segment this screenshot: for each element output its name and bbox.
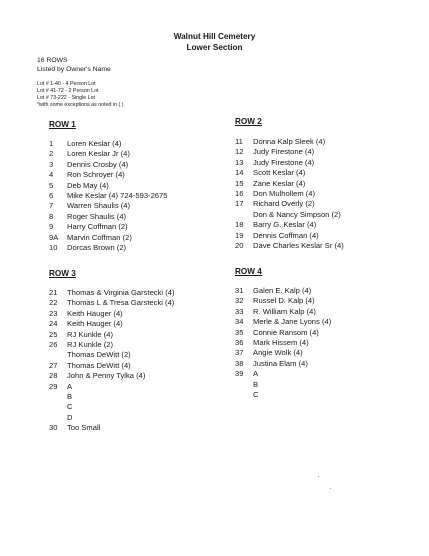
lot-number: 3 [49, 159, 54, 169]
lot-number: 21 [49, 288, 58, 297]
lot-entry [49, 361, 229, 371]
lot-number: 27 [49, 360, 58, 370]
lot-entry [49, 233, 224, 243]
owner-name: Keith Hauger (4) [67, 308, 123, 318]
document-title: Walnut Hill Cemetery [173, 32, 256, 41]
lot-entry [235, 369, 415, 379]
lot-number: 1 [49, 139, 54, 148]
lot-note: *with some exceptions as noted in ( ) [37, 102, 124, 108]
owner-name: Angie Wolk (4) [253, 348, 303, 358]
owner-name: A [253, 369, 259, 379]
owner-name: Don & Nancy Simpson (2) [253, 209, 341, 219]
lot-entry [235, 328, 415, 338]
lot-entry [235, 210, 415, 220]
row-4-list [235, 286, 415, 400]
lot-number: 12 [235, 147, 244, 157]
lot-entry [49, 149, 224, 159]
lot-entry [49, 212, 224, 222]
lot-number: 18 [235, 220, 244, 230]
owner-name: Keith Hauger (4) [67, 319, 123, 329]
lot-number: 36 [235, 337, 244, 347]
lot-number: 30 [49, 423, 58, 433]
lot-entry [49, 330, 229, 340]
lot-number: 19 [235, 230, 244, 240]
lot-number [235, 210, 253, 220]
lot-number: 38 [235, 358, 244, 368]
lot-number: 10 [49, 242, 58, 252]
lot-number [49, 350, 67, 360]
lot-entry [235, 137, 415, 147]
owner-name: D [67, 412, 73, 422]
lot-entry [235, 241, 415, 251]
lot-entry [235, 317, 415, 327]
lot-entry [235, 199, 415, 209]
owner-name: Merle & Jane Lyons (4) [253, 317, 332, 327]
lot-number [49, 413, 67, 423]
lot-entry [49, 423, 229, 433]
owner-name: C [253, 389, 259, 399]
lot-entry [235, 390, 415, 400]
lot-number: 9A [49, 232, 59, 242]
owner-name: Dennis Coffman (4) [253, 230, 319, 240]
owner-name: Loren Keslar (4) [67, 139, 122, 148]
lot-entry [235, 189, 415, 199]
lot-number: 31 [235, 286, 244, 295]
lot-entry [235, 158, 415, 168]
owner-name: B [67, 391, 73, 401]
owner-name: Roger Shaulis (4) [67, 211, 127, 221]
lot-entry [49, 382, 229, 392]
lot-number: 20 [235, 240, 244, 250]
owner-name: A [67, 381, 73, 391]
lot-number: 24 [49, 319, 58, 329]
lot-number: 26 [49, 339, 58, 349]
lot-entry [49, 392, 229, 402]
owner-name: Dorcas Brown (2) [67, 242, 127, 252]
lot-number: 13 [235, 157, 244, 167]
lot-entry [235, 359, 415, 369]
row-3-heading: ROW 3 [49, 269, 76, 278]
lot-entry [49, 298, 229, 308]
owner-name: Judy Firestone (4) [253, 147, 315, 157]
lot-entry [235, 220, 415, 230]
lot-entry [49, 288, 229, 298]
lot-entry [235, 286, 415, 296]
lot-entry [235, 338, 415, 348]
lot-entry [235, 307, 415, 317]
lot-number: 32 [235, 296, 244, 306]
owner-name: Harry Coffman (2) [67, 222, 128, 232]
lot-entry [235, 168, 415, 178]
owner-name: R. William Kalp (4) [253, 306, 316, 316]
owner-name: Russel D. Kalp (4) [253, 296, 315, 306]
lot-entry [49, 139, 224, 149]
owner-name: Thomas DeWitt (4) [67, 360, 131, 370]
scan-speck [318, 476, 319, 477]
lot-number: 35 [235, 327, 244, 337]
owner-name: Richard Overly (2) [253, 199, 315, 209]
owner-name: Scott Keslar (4) [253, 168, 306, 178]
row-3-list [49, 288, 229, 433]
owner-name: Donna Kalp Sleek (4) [253, 137, 326, 146]
owner-name: RJ Kunkle (2) [67, 339, 114, 349]
owner-name: Connie Ransom (4) [253, 327, 319, 337]
row-2-list [235, 137, 415, 251]
lot-number: 9 [49, 222, 54, 232]
lot-entry [49, 371, 229, 381]
row-1-heading: ROW 1 [49, 120, 76, 129]
lot-number: 11 [235, 137, 243, 146]
lot-number: 39 [235, 369, 244, 379]
owner-name: Mark Hissem (4) [253, 337, 309, 347]
document-subtitle: Lower Section [186, 43, 243, 52]
lot-number: 6 [49, 190, 54, 200]
owner-name: Judy Firestone (4) [253, 157, 315, 167]
lot-number: 14 [235, 168, 244, 178]
owner-name: Thomas DeWitt (2) [67, 350, 131, 360]
lot-number [235, 390, 253, 400]
row-4-heading: ROW 4 [235, 267, 262, 276]
lot-number [49, 392, 67, 402]
lot-entry [235, 380, 415, 390]
lot-number: 23 [49, 308, 58, 318]
owner-name: Don Mulhollem (4) [253, 188, 316, 198]
lot-entry [49, 413, 229, 423]
owner-name: Dennis Crosby (4) [67, 159, 129, 169]
lot-number: 17 [235, 199, 244, 209]
owner-name: Justina Elam (4) [253, 358, 308, 368]
lot-number: 5 [49, 180, 54, 190]
owner-name: Marvin Coffman (2) [67, 232, 132, 242]
lot-number: 7 [49, 201, 54, 211]
lot-note: Lot # 73-222 - Single Lot [37, 95, 96, 101]
owner-name: Galen E. Kalp (4) [253, 286, 312, 295]
lot-number: 34 [235, 317, 244, 327]
owner-name: B [253, 379, 259, 389]
lot-entry [49, 309, 229, 319]
lot-note: Lot # 1-40 - 4 Person Lot [37, 81, 96, 87]
lot-number: 33 [235, 306, 244, 316]
lot-entry [49, 340, 229, 350]
owner-name: Loren Keslar Jr (4) [67, 149, 130, 159]
lot-entry [49, 222, 224, 232]
lot-entry [49, 160, 224, 170]
rows-count: 16 ROWS [37, 57, 68, 64]
lot-number: 15 [235, 178, 244, 188]
lot-number [235, 380, 253, 390]
owner-name: Too Small [67, 423, 101, 433]
owner-name: Warren Shaulis (4) [67, 201, 131, 211]
lot-number: 16 [235, 188, 244, 198]
owner-name: John & Penny Tylka (4) [67, 371, 146, 381]
lot-number: 29 [49, 381, 58, 391]
listed-by: Listed by Owner's Name [37, 66, 111, 73]
lot-number: 37 [235, 348, 244, 358]
owner-name: Dave Charles Keslar Sr (4) [253, 240, 344, 250]
lot-number: 22 [49, 298, 58, 308]
lot-entry [49, 243, 224, 253]
owner-name: Deb May (4) [67, 180, 109, 190]
owner-name: Thomas L & Tresa Garstecki (4) [67, 298, 175, 308]
owner-name: Zane Keslar (4) [253, 178, 306, 188]
lot-entry [49, 402, 229, 412]
owner-name: RJ Kunkle (4) [67, 329, 114, 339]
scan-speck [330, 488, 331, 489]
row-1-list [49, 139, 224, 253]
lot-entry [49, 181, 224, 191]
owner-name: Thomas & Virginia Garstecki (4) [67, 288, 175, 297]
lot-entry [49, 191, 224, 201]
lot-number: 8 [49, 211, 54, 221]
lot-number [49, 402, 67, 412]
lot-note: Lot # 41-72 - 2 Person Lot [37, 88, 99, 94]
lot-entry [235, 179, 415, 189]
lot-number: 25 [49, 329, 58, 339]
lot-entry [49, 170, 224, 180]
lot-number: 4 [49, 170, 54, 180]
lot-number: 2 [49, 149, 54, 159]
owner-name: Ron Schroyer (4) [67, 170, 125, 180]
lot-entry [49, 350, 229, 360]
owner-name: Mike Keslar (4) 724-593-2675 [67, 190, 168, 200]
lot-number: 28 [49, 371, 58, 381]
lot-entry [235, 147, 415, 157]
lot-entry [235, 348, 415, 358]
lot-entry [235, 296, 415, 306]
owner-name: Barry G. Keslar (4) [253, 220, 317, 230]
lot-entry [49, 201, 224, 211]
owner-name: C [67, 402, 73, 412]
lot-entry [49, 319, 229, 329]
row-2-heading: ROW 2 [235, 117, 262, 126]
lot-entry [235, 231, 415, 241]
